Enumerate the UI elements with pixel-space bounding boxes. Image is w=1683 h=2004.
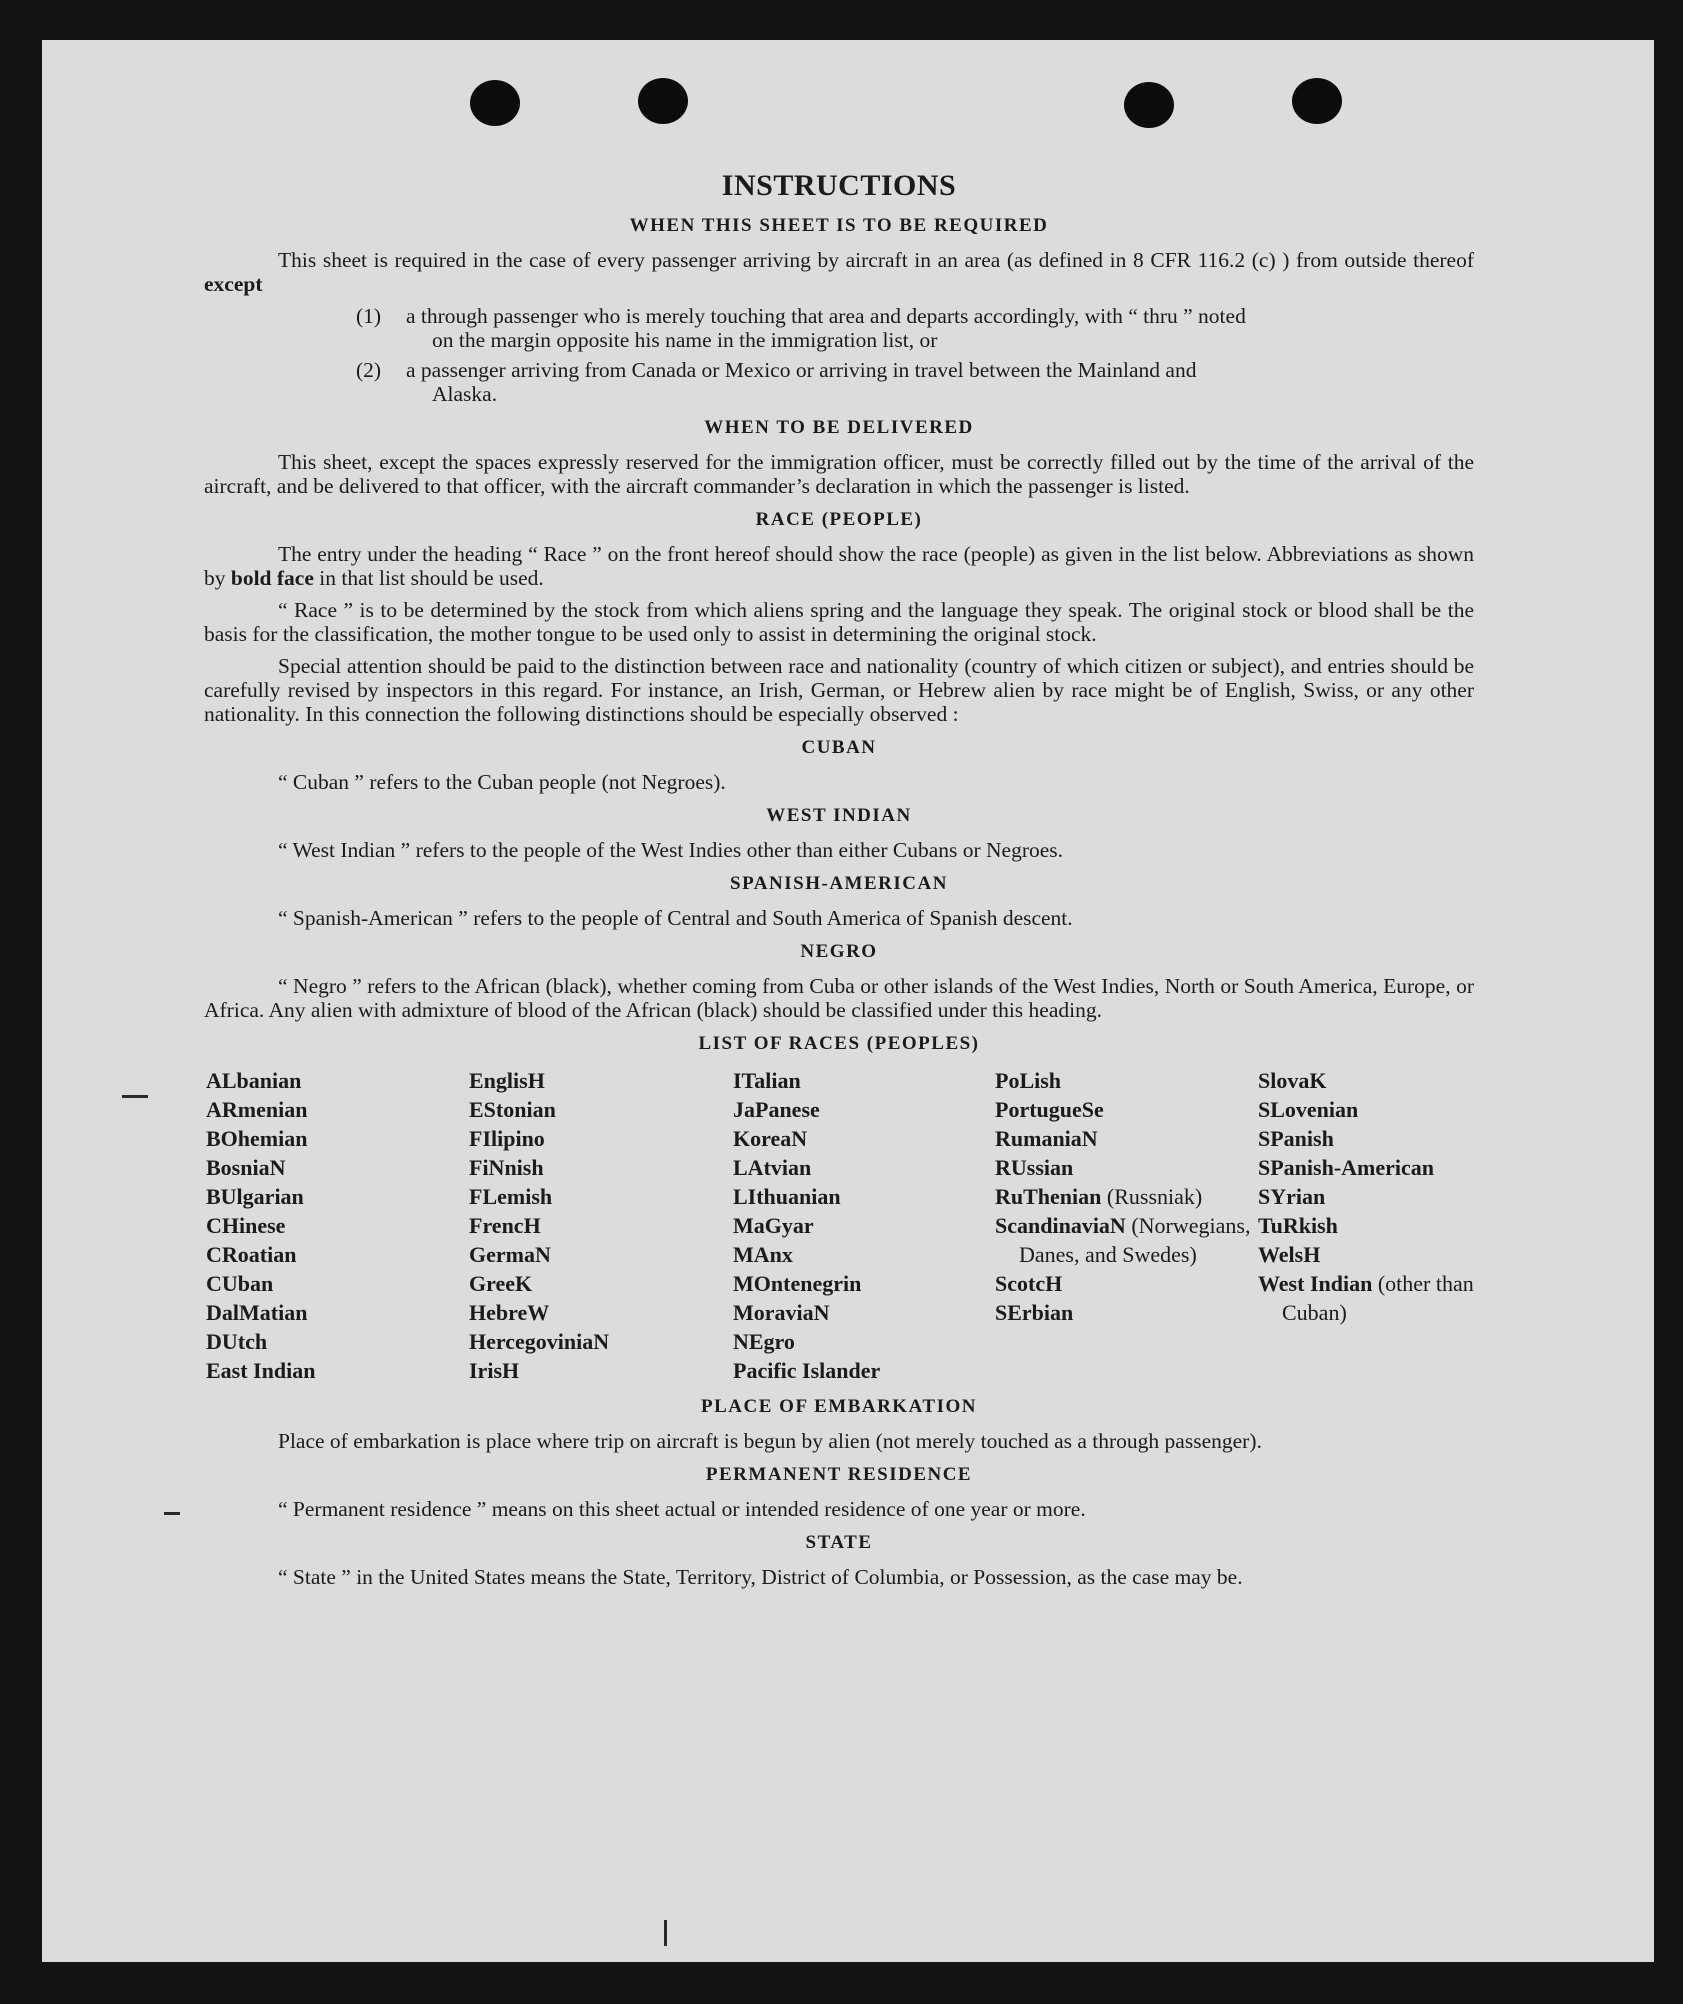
race-entry: KoreaN: [733, 1126, 808, 1151]
exception-item-1: [204, 304, 1474, 352]
page-title: INSTRUCTIONS: [721, 169, 957, 202]
race-entry: PortugueSe: [995, 1097, 1104, 1122]
cuban-paragraph: “ Cuban ” refers to the Cuban people (not Negroes).: [278, 770, 726, 794]
race-entry: BosniaN: [206, 1155, 286, 1180]
race-entry: RUssian: [995, 1155, 1074, 1180]
section-heading-delivered: WHEN TO BE DELIVERED: [704, 417, 974, 438]
race-entry: LAtvian: [733, 1155, 812, 1180]
race-entry: FiNnish: [469, 1155, 544, 1180]
races-column-4: [995, 1066, 1258, 1385]
races-column-1: [206, 1066, 469, 1385]
race-paragraph-3: Special attention should be paid to the distinction between race and nationality (country of which citizen or subject), and entries should be carefully revised by inspectors in this regard. For instance, an Irish, German, or Hebrew alien by race might be of English, Swiss, or any other nationality. In this connection the following distinctions should be especially observed :: [204, 654, 1474, 726]
race-entry: MOntenegrin: [733, 1271, 862, 1296]
section-heading-list-of-races: LIST OF RACES (PEOPLES): [698, 1033, 980, 1054]
race-entry: JaPanese: [733, 1097, 820, 1122]
race-entry: RumaniaN: [995, 1126, 1098, 1151]
race-entry: HebreW: [469, 1300, 550, 1325]
race-entry: CRoatian: [206, 1242, 297, 1267]
exception-number: (1): [356, 304, 382, 328]
race-entry-ruthenian: [995, 1182, 1258, 1211]
race-entry: MoraviaN: [733, 1300, 830, 1325]
race-entry: SPanish-American: [1258, 1155, 1434, 1180]
negro-paragraph: “ Negro ” refers to the African (black), whether coming from Cuba or other islands of the West Indies, North or South America, Europe, or Africa. Any alien with admixture of blood of the African (black) should be classified under this heading.: [204, 974, 1474, 1022]
race-p1-text: The entry under the heading “ Race ” on the front hereof should show the race (people) as given in the list below. Abbreviations as shown by: [204, 542, 1474, 590]
exception-text-rest: on the margin opposite his name in the immigration list, or: [432, 328, 938, 352]
race-entry: EnglisH: [469, 1068, 545, 1093]
race-entry: SPanish: [1258, 1126, 1334, 1151]
race-entry: GreeK: [469, 1271, 533, 1296]
section-heading-embarkation: PLACE OF EMBARKATION: [701, 1396, 977, 1417]
race-p1-text-end: in that list should be used.: [319, 566, 544, 590]
race-entry: DalMatian: [206, 1300, 308, 1325]
exception-text: [406, 304, 1474, 352]
race-entry: CHinese: [206, 1213, 286, 1238]
race-entry: ARmenian: [206, 1097, 308, 1122]
race-note: (Norwegians, Danes, and Swedes): [1019, 1213, 1251, 1267]
embarkation-paragraph: Place of embarkation is place where trip on aircraft is begun by alien (not merely touched as a through passenger).: [278, 1429, 1262, 1453]
spanish-american-paragraph: “ Spanish-American ” refers to the people of Central and South America of Spanish descent.: [278, 906, 1073, 930]
race-entry: SYrian: [1258, 1184, 1326, 1209]
race-entry: ScotcH: [995, 1271, 1063, 1296]
race-entry: BOhemian: [206, 1126, 308, 1151]
race-entry: ALbanian: [206, 1068, 302, 1093]
race-entry: FIlipino: [469, 1126, 545, 1151]
race-entry: LIthuanian: [733, 1184, 841, 1209]
race-note: (Russniak): [1106, 1184, 1203, 1209]
race-entry: SlovaK: [1258, 1068, 1327, 1093]
race-entry-west-indian: [1258, 1269, 1476, 1327]
required-intro-text: This sheet is required in the case of every passenger arriving by aircraft in an area (as defined in 8 CFR 116.2 (c) ) from outside thereof: [278, 248, 1474, 272]
punch-hole: [1292, 78, 1342, 124]
races-column-2: [469, 1066, 733, 1385]
exception-text: [406, 358, 1474, 406]
exception-number: (2): [356, 358, 382, 382]
exception-text-rest: Alaska.: [432, 382, 498, 406]
race-p1-bold: bold face: [230, 566, 314, 590]
race-paragraph-2: “ Race ” is to be determined by the stock from which aliens spring and the language they speak. The original stock or blood shall be the basis for the classification, the mother tongue to be used only to assist in determining the original stock.: [204, 598, 1474, 646]
section-heading-west-indian: WEST INDIAN: [766, 805, 912, 826]
race-entry: ITalian: [733, 1068, 801, 1093]
race-entry: BUlgarian: [206, 1184, 304, 1209]
exception-text-first: a through passenger who is merely touching that area and departs accordingly, with “ thru ” noted: [406, 304, 1246, 328]
required-intro-bold: except: [204, 272, 263, 296]
races-list: [206, 1066, 1474, 1385]
punch-hole: [1124, 82, 1174, 128]
race-entry: FrencH: [469, 1213, 541, 1238]
instructions-content: [204, 168, 1474, 1597]
race-entry: TuRkish: [1258, 1213, 1338, 1238]
scan-mark: [164, 1512, 180, 1515]
exception-text-first: a passenger arriving from Canada or Mexico or arriving in travel between the Mainland and: [406, 358, 1197, 382]
race-entry: PoLish: [995, 1068, 1062, 1093]
state-paragraph: “ State ” in the United States means the State, Territory, District of Columbia, or Possession, as the case may be.: [278, 1565, 1243, 1589]
race-entry: FLemish: [469, 1184, 553, 1209]
section-heading-required: WHEN THIS SHEET IS TO BE REQUIRED: [629, 215, 1049, 236]
race-entry: WelsH: [1258, 1242, 1321, 1267]
west-indian-paragraph: “ West Indian ” refers to the people of the West Indies other than either Cubans or Negroes.: [278, 838, 1064, 862]
race-paragraph-1: [204, 542, 1474, 590]
race-entry: EStonian: [469, 1097, 556, 1122]
race-note: (other than Cuban): [1282, 1271, 1474, 1325]
section-heading-cuban: CUBAN: [801, 737, 877, 758]
section-heading-spanish-american: SPANISH-AMERICAN: [730, 873, 948, 894]
race-name: West Indian: [1258, 1271, 1373, 1296]
race-entry: GermaN: [469, 1242, 551, 1267]
race-entry: IrisH: [469, 1358, 520, 1383]
section-heading-race: RACE (PEOPLE): [755, 509, 923, 530]
races-column-3: [733, 1066, 995, 1385]
race-name: ScandinaviaN: [995, 1213, 1126, 1238]
race-entry: HercegoviniaN: [469, 1329, 610, 1354]
punch-hole: [470, 80, 520, 126]
residence-paragraph: “ Permanent residence ” means on this sheet actual or intended residence of one year or more.: [278, 1497, 1086, 1521]
race-entry: East Indian: [206, 1358, 316, 1383]
scan-mark: [122, 1095, 148, 1098]
race-entry: NEgro: [733, 1329, 795, 1354]
races-column-5: [1258, 1066, 1476, 1385]
race-entry: MaGyar: [733, 1213, 814, 1238]
race-entry: CUban: [206, 1271, 274, 1296]
race-entry: Pacific Islander: [733, 1358, 881, 1383]
race-entry: SErbian: [995, 1300, 1074, 1325]
section-heading-negro: NEGRO: [800, 941, 878, 962]
race-entry: MAnx: [733, 1242, 793, 1267]
race-entry-scandinavian: [995, 1211, 1258, 1269]
scan-mark: [664, 1920, 667, 1946]
section-heading-state: STATE: [805, 1532, 873, 1553]
exception-item-2: [204, 358, 1474, 406]
punch-hole: [638, 78, 688, 124]
race-entry: SLovenian: [1258, 1097, 1359, 1122]
race-name: RuThenian: [995, 1184, 1102, 1209]
required-intro: [204, 248, 1474, 296]
delivered-paragraph: This sheet, except the spaces expressly reserved for the immigration officer, must be correctly filled out by the time of the arrival of the aircraft, and be delivered to that officer, with the aircraft commander’s declaration in which the passenger is listed.: [204, 450, 1474, 498]
race-entry: DUtch: [206, 1329, 268, 1354]
section-heading-residence: PERMANENT RESIDENCE: [705, 1464, 973, 1485]
